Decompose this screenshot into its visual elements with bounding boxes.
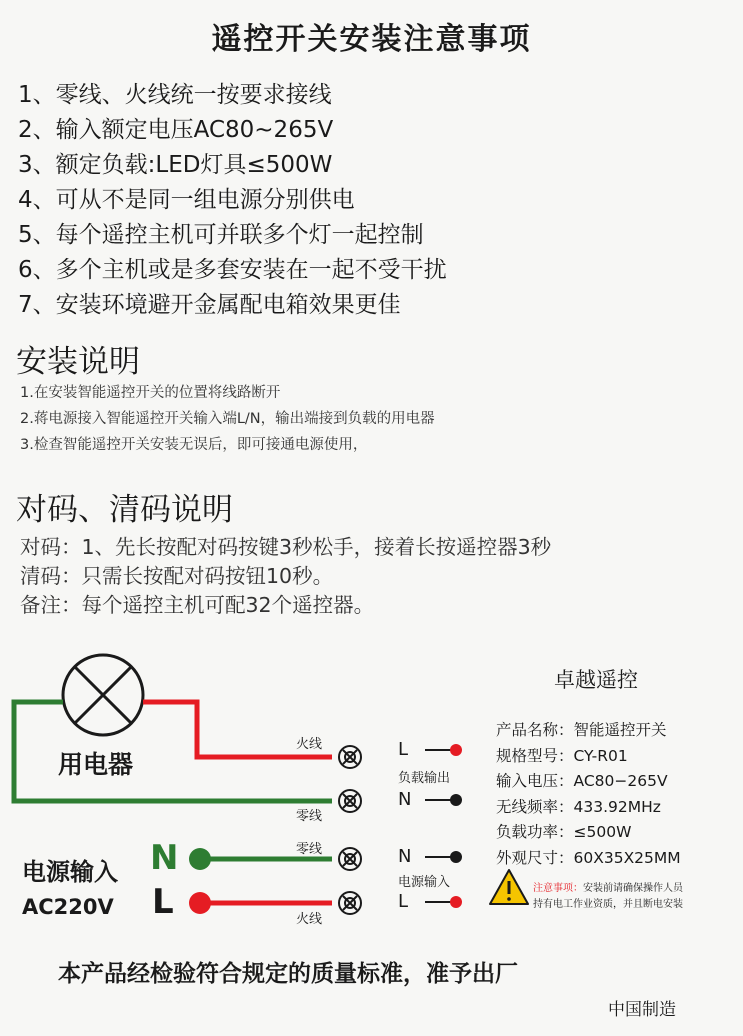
lamp-icon <box>63 655 143 735</box>
terminal-screw-icon <box>339 746 361 768</box>
spec-item: 负载功率：≤500W <box>496 823 632 841</box>
spec-item: 输入电压：AC80−265V <box>496 772 668 790</box>
spec-item: 产品名称：智能遥控开关 <box>496 721 667 739</box>
neutral-label: 零线 <box>296 809 323 824</box>
appliance-label: 用电器 <box>58 750 134 779</box>
load-output-label: 负载输出 <box>398 771 451 786</box>
note-item: 4、可从不是同一组电源分别供电 <box>18 187 355 213</box>
spec-list <box>496 718 681 871</box>
pairing-line: 清码：只需长按配对码按钮10秒。 <box>20 564 334 588</box>
spec-item: 无线频率：433.92MHz <box>496 797 661 816</box>
terminal-n-out-dot <box>450 794 462 806</box>
terminal-l-in: L <box>398 891 409 912</box>
terminal-n-in-dot <box>450 851 462 863</box>
neutral-label: 零线 <box>296 842 323 857</box>
terminal-l-out: L <box>398 739 409 760</box>
terminal-screw-icon <box>339 790 361 812</box>
power-input-label: 电源输入 <box>22 858 118 886</box>
warning-text: 安装前请确保操作人员 <box>583 883 683 894</box>
spec-item: 外观尺寸：60X35X25MM <box>496 848 681 867</box>
made-in-label: 中国制造 <box>608 1000 676 1020</box>
neutral-dot <box>189 848 211 870</box>
pairing-line: 备注：每个遥控主机可配32个遥控器。 <box>20 593 375 617</box>
terminal-screw-icon <box>339 892 361 914</box>
big-l-label: L <box>152 882 174 922</box>
terminal-l-in-dot <box>450 896 462 908</box>
note-item: 1、零线、火线统一按要求接线 <box>18 82 332 108</box>
terminal-n-out: N <box>398 789 412 810</box>
brand-name: 卓越遥控 <box>554 668 638 692</box>
page-title: 遥控开关安装注意事项 <box>211 22 532 57</box>
warning-label: 注意事项： <box>533 883 583 894</box>
live-dot <box>189 892 211 914</box>
quality-statement: 本产品经检验符合规定的质量标准，准予出厂 <box>58 961 518 987</box>
warning-text: 持有电工作业资质，并且断电安装 <box>533 899 683 910</box>
terminal-l-out-dot <box>450 744 462 756</box>
install-step: 1.在安装智能遥控开关的位置将线路断开 <box>20 385 281 401</box>
note-item: 2、输入额定电压AC80~265V <box>18 117 334 143</box>
big-n-label: N <box>150 838 179 878</box>
note-item: 6、多个主机或是多套安装在一起不受干扰 <box>18 257 447 283</box>
ac-voltage-label: AC220V <box>22 895 114 919</box>
warning-note <box>533 881 683 913</box>
note-item: 5、每个遥控主机可并联多个灯一起控制 <box>18 222 424 248</box>
install-heading: 安装说明 <box>16 344 140 380</box>
terminal-screw-icon <box>339 848 361 870</box>
terminal-n-in: N <box>398 846 412 867</box>
live-label: 火线 <box>296 912 323 927</box>
pairing-heading: 对码、清码说明 <box>16 492 233 528</box>
spec-item: 规格型号：CY-R01 <box>496 746 628 765</box>
install-step: 2.蒋电源接入智能遥控开关输入端L/N，输出端接到负载的用电器 <box>20 411 435 427</box>
pairing-line: 对码：1、先长按配对码按键3秒松手，接着长按遥控器3秒 <box>20 535 552 559</box>
live-label: 火线 <box>296 737 323 752</box>
warning-icon <box>490 870 528 904</box>
power-input-small-label: 电源输入 <box>398 875 451 890</box>
note-item: 7、安装环境避开金属配电箱效果更佳 <box>18 292 401 318</box>
install-step: 3.检查智能遥控开关安装无误后，即可接通电源使用， <box>20 437 368 453</box>
note-item: 3、额定负载:LED灯具≤500W <box>18 152 333 178</box>
